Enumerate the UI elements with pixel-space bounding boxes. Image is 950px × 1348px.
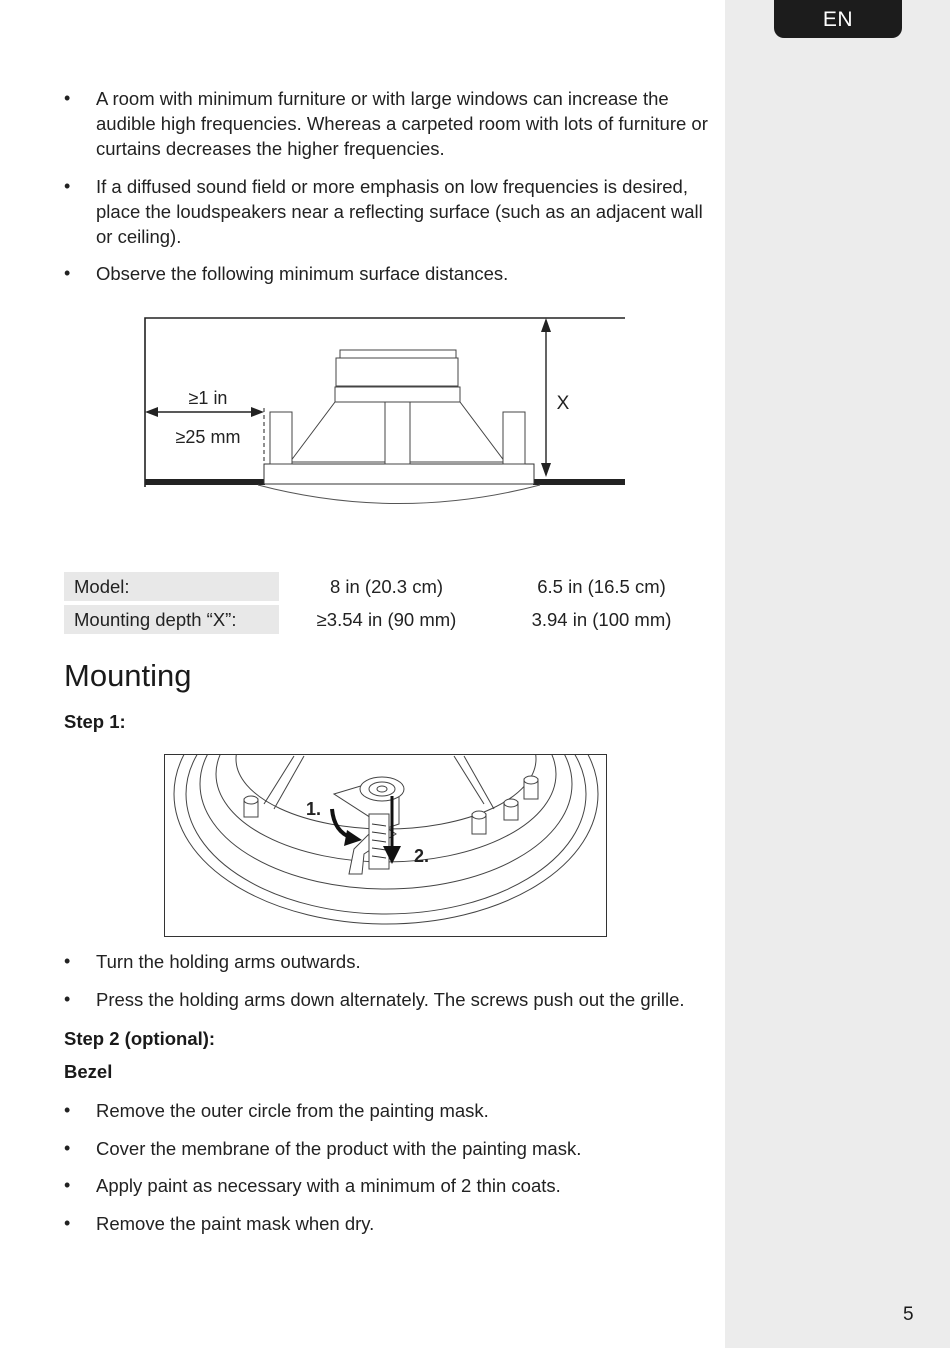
list-item: • Press the holding arms down alternately. The screws push out the grille. bbox=[64, 988, 685, 1010]
table-cell: ≥3.54 in (90 mm) bbox=[316, 608, 457, 630]
list-item: • A room with minimum furniture or with large windows can increase the audible high frequencies. Whereas a carpeted room with lots of furniture or curtains decreases the higher frequencies. bbox=[64, 88, 708, 159]
surface-distance-diagram bbox=[140, 312, 630, 512]
step-label-2: 2. bbox=[414, 846, 430, 866]
bullet-icon: • bbox=[64, 1212, 71, 1233]
list-item: • Observe the following minimum surface distances. bbox=[64, 263, 509, 284]
right-margin-band bbox=[725, 0, 950, 1348]
depth-x-label: X bbox=[556, 393, 570, 414]
table-cell: 3.94 in (100 mm) bbox=[531, 608, 672, 630]
list-item: • Remove the outer circle from the painting mask. bbox=[64, 1100, 489, 1121]
step-1-bullet-list bbox=[64, 949, 714, 1024]
list-item: • Apply paint as necessary with a minimum of 2 thin coats. bbox=[64, 1175, 561, 1196]
step-1-title: Step 1: bbox=[64, 711, 126, 732]
list-item: • Remove the paint mask when dry. bbox=[64, 1212, 375, 1234]
mounting-depth-table bbox=[64, 568, 709, 638]
bullet-icon: • bbox=[64, 988, 71, 1009]
table-cell: 8 in (20.3 cm) bbox=[329, 575, 444, 597]
table-cell: 6.5 in (16.5 cm) bbox=[537, 575, 666, 597]
page-number: 5 bbox=[903, 1304, 914, 1325]
bullet-icon: • bbox=[64, 175, 71, 196]
section-title: Mounting bbox=[64, 658, 192, 693]
bezel-title: Bezel bbox=[64, 1061, 113, 1082]
bullet-icon: • bbox=[64, 263, 71, 283]
step-1-illustration bbox=[164, 754, 607, 937]
table-row bbox=[64, 572, 709, 601]
table-row bbox=[64, 605, 709, 634]
bullet-icon: • bbox=[64, 88, 71, 108]
table-row-label: Mounting depth “X”: bbox=[64, 605, 279, 634]
step-label-1: 1. bbox=[306, 799, 322, 819]
bullet-icon: • bbox=[64, 1100, 71, 1120]
clearance-mm-label: ≥25 mm bbox=[175, 427, 241, 447]
list-item: • Turn the holding arms outwards. bbox=[64, 951, 361, 972]
bullet-icon: • bbox=[64, 1175, 71, 1195]
language-tab: EN bbox=[774, 0, 902, 38]
intro-bullet-list bbox=[64, 86, 714, 299]
bezel-bullet-list bbox=[64, 1098, 714, 1248]
list-item: • If a diffused sound field or more emphasis on low frequencies is desired, place the loudspeakers near a reflecting surface (such as an adjacent wall or ceiling). bbox=[64, 175, 703, 247]
bullet-icon: • bbox=[64, 1137, 71, 1158]
list-item: • Cover the membrane of the product with the painting mask. bbox=[64, 1137, 582, 1159]
bullet-icon: • bbox=[64, 951, 71, 971]
clearance-inches-label: ≥1 in bbox=[188, 388, 228, 408]
table-row-label: Model: bbox=[64, 572, 279, 601]
step-2-title: Step 2 (optional): bbox=[64, 1028, 216, 1049]
